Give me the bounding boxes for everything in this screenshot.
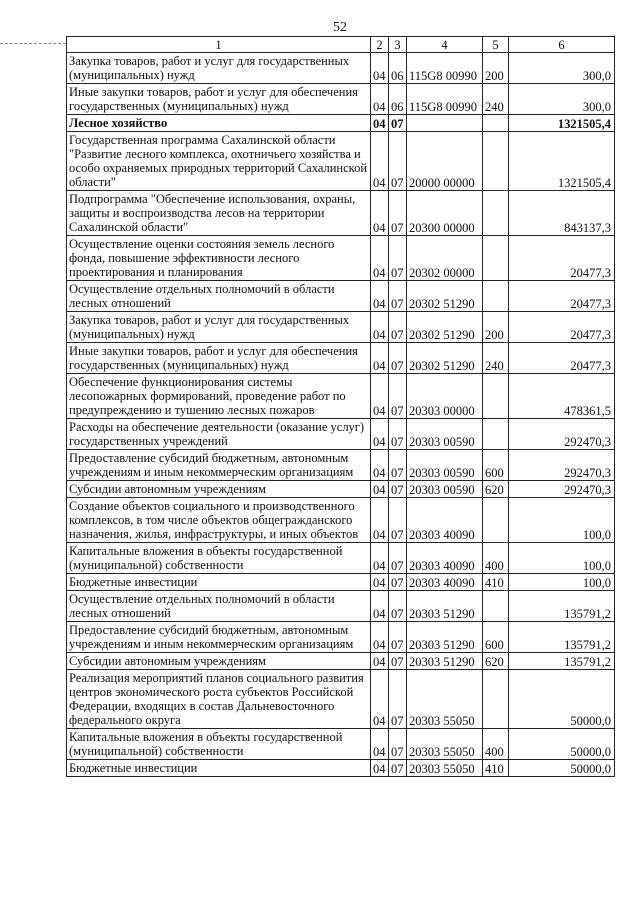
section-code-cell: 04 <box>371 132 389 191</box>
section-code-cell: 04 <box>371 84 389 115</box>
row-name-cell: Подпрограмма "Обеспечение использования, охраны, защиты и воспроизводства лесов на территории Сахалинской области" <box>67 191 371 236</box>
row-name-cell: Предоставление субсидий бюджетным, автономным учреждениям и иным некоммерческим организациям <box>67 622 371 653</box>
expense-type-cell: 410 <box>483 760 509 777</box>
budget-table <box>66 36 615 777</box>
target-article-cell: 20303 55050 <box>407 729 483 760</box>
target-article-cell: 20303 55050 <box>407 670 483 729</box>
row-name-cell: Капитальные вложения в объекты государственной (муниципальной) собственности <box>67 543 371 574</box>
row-name-cell: Бюджетные инвестиции <box>67 760 371 777</box>
subsection-code-cell: 07 <box>389 281 407 312</box>
expense-type-cell <box>483 374 509 419</box>
expense-type-cell <box>483 132 509 191</box>
target-article-cell: 20303 55050 <box>407 760 483 777</box>
header-cell: 2 <box>371 37 389 53</box>
expense-type-cell <box>483 191 509 236</box>
target-article-cell: 20303 00590 <box>407 450 483 481</box>
expense-type-cell: 600 <box>483 622 509 653</box>
budget-table-body <box>67 37 615 777</box>
table-row <box>67 374 615 419</box>
subsection-code-cell: 07 <box>389 312 407 343</box>
section-code-cell: 04 <box>371 312 389 343</box>
amount-cell: 292470,3 <box>509 419 615 450</box>
amount-cell: 135791,2 <box>509 653 615 670</box>
amount-cell: 20477,3 <box>509 312 615 343</box>
subsection-code-cell: 07 <box>389 132 407 191</box>
target-article-cell: 20303 51290 <box>407 622 483 653</box>
header-cell: 1 <box>67 37 371 53</box>
section-code-cell: 04 <box>371 419 389 450</box>
amount-cell: 1321505,4 <box>509 132 615 191</box>
table-row <box>67 543 615 574</box>
subsection-code-cell: 07 <box>389 191 407 236</box>
target-article-cell: 20302 51290 <box>407 312 483 343</box>
amount-cell: 20477,3 <box>509 236 615 281</box>
table-row <box>67 481 615 498</box>
row-name-cell: Осуществление оценки состояния земель лесного фонда, повышение эффективности лесного проектирования и планирования <box>67 236 371 281</box>
row-name-cell: Государственная программа Сахалинской области "Развитие лесного комплекса, охотничьего хозяйства и особо охраняемых природных территорий Сахалинской области" <box>67 132 371 191</box>
row-name-cell: Расходы на обеспечение деятельности (оказание услуг) государственных учреждений <box>67 419 371 450</box>
row-name-cell: Иные закупки товаров, работ и услуг для обеспечения государственных (муниципальных) нужд <box>67 343 371 374</box>
target-article-cell: 20303 00000 <box>407 374 483 419</box>
subsection-code-cell: 07 <box>389 653 407 670</box>
table-row <box>67 670 615 729</box>
table-row <box>67 53 615 84</box>
row-name-cell: Закупка товаров, работ и услуг для государственных (муниципальных) нужд <box>67 312 371 343</box>
subsection-code-cell: 07 <box>389 670 407 729</box>
section-code-cell: 04 <box>371 653 389 670</box>
table-row <box>67 312 615 343</box>
target-article-cell: 20303 40090 <box>407 574 483 591</box>
expense-type-cell: 200 <box>483 312 509 343</box>
row-name-cell: Капитальные вложения в объекты государственной (муниципальной) собственности <box>67 729 371 760</box>
header-cell: 4 <box>407 37 483 53</box>
subsection-code-cell: 07 <box>389 115 407 132</box>
expense-type-cell: 400 <box>483 729 509 760</box>
amount-cell: 300,0 <box>509 53 615 84</box>
table-row <box>67 498 615 543</box>
row-name-cell: Субсидии автономным учреждениям <box>67 653 371 670</box>
table-row <box>67 343 615 374</box>
section-code-cell: 04 <box>371 236 389 281</box>
target-article-cell: 115G8 00990 <box>407 84 483 115</box>
target-article-cell: 20303 51290 <box>407 653 483 670</box>
section-code-cell: 04 <box>371 760 389 777</box>
amount-cell: 135791,2 <box>509 591 615 622</box>
target-article-cell: 20300 00000 <box>407 191 483 236</box>
subsection-code-cell: 07 <box>389 591 407 622</box>
row-name-cell: Предоставление субсидий бюджетным, автономным учреждениям и иным некоммерческим организациям <box>67 450 371 481</box>
amount-cell: 843137,3 <box>509 191 615 236</box>
table-row <box>67 84 615 115</box>
target-article-cell: 20303 40090 <box>407 498 483 543</box>
table-row <box>67 653 615 670</box>
subsection-code-cell: 07 <box>389 729 407 760</box>
row-name-cell: Реализация мероприятий планов социального развития центров экономического роста субъектов Российской Федерации, входящих в состав Дальневосточного федерального округа <box>67 670 371 729</box>
table-row <box>67 591 615 622</box>
amount-cell: 50000,0 <box>509 760 615 777</box>
amount-cell: 300,0 <box>509 84 615 115</box>
subsection-code-cell: 07 <box>389 236 407 281</box>
table-row <box>67 132 615 191</box>
amount-cell: 50000,0 <box>509 729 615 760</box>
subsection-code-cell: 06 <box>389 53 407 84</box>
header-cell: 3 <box>389 37 407 53</box>
subsection-code-cell: 07 <box>389 622 407 653</box>
subsection-code-cell: 07 <box>389 419 407 450</box>
subsection-code-cell: 07 <box>389 574 407 591</box>
row-name-cell: Обеспечение функционирования системы лесопожарных формирований, проведение работ по предупреждению и тушению лесных пожаров <box>67 374 371 419</box>
amount-cell: 478361,5 <box>509 374 615 419</box>
table-row <box>67 729 615 760</box>
section-code-cell: 04 <box>371 374 389 419</box>
amount-cell: 100,0 <box>509 543 615 574</box>
amount-cell: 292470,3 <box>509 450 615 481</box>
expense-type-cell: 400 <box>483 543 509 574</box>
target-article-cell: 20303 00590 <box>407 481 483 498</box>
table-row <box>67 622 615 653</box>
amount-cell: 20477,3 <box>509 343 615 374</box>
row-name-cell: Бюджетные инвестиции <box>67 574 371 591</box>
expense-type-cell <box>483 670 509 729</box>
target-article-cell: 115G8 00990 <box>407 53 483 84</box>
table-row <box>67 236 615 281</box>
scan-edge-line <box>0 43 66 44</box>
row-name-cell: Субсидии автономным учреждениям <box>67 481 371 498</box>
table-row <box>67 419 615 450</box>
target-article-cell: 20302 51290 <box>407 281 483 312</box>
expense-type-cell <box>483 115 509 132</box>
subsection-code-cell: 07 <box>389 343 407 374</box>
subsection-code-cell: 07 <box>389 450 407 481</box>
expense-type-cell: 410 <box>483 574 509 591</box>
amount-cell: 20477,3 <box>509 281 615 312</box>
amount-cell: 292470,3 <box>509 481 615 498</box>
target-article-cell: 20303 40090 <box>407 543 483 574</box>
section-code-cell: 04 <box>371 281 389 312</box>
expense-type-cell <box>483 591 509 622</box>
expense-type-cell <box>483 236 509 281</box>
table-row <box>67 115 615 132</box>
expense-type-cell <box>483 281 509 312</box>
section-code-cell: 04 <box>371 543 389 574</box>
page-number: 52 <box>333 20 347 35</box>
target-article-cell: 20303 51290 <box>407 591 483 622</box>
row-name-cell: Закупка товаров, работ и услуг для государственных (муниципальных) нужд <box>67 53 371 84</box>
target-article-cell: 20000 00000 <box>407 132 483 191</box>
target-article-cell <box>407 115 483 132</box>
row-name-cell: Создание объектов социального и производственного комплексов, в том числе объектов общегражданского назначения, жилья, инфраструктуры, и иных объектов <box>67 498 371 543</box>
row-name-cell: Лесное хозяйство <box>67 115 371 132</box>
table-header-row <box>67 37 615 53</box>
expense-type-cell: 240 <box>483 84 509 115</box>
subsection-code-cell: 07 <box>389 498 407 543</box>
section-code-cell: 04 <box>371 481 389 498</box>
row-name-cell: Осуществление отдельных полномочий в области лесных отношений <box>67 591 371 622</box>
subsection-code-cell: 06 <box>389 84 407 115</box>
subsection-code-cell: 07 <box>389 374 407 419</box>
header-cell: 6 <box>509 37 615 53</box>
section-code-cell: 04 <box>371 343 389 374</box>
section-code-cell: 04 <box>371 53 389 84</box>
expense-type-cell: 620 <box>483 481 509 498</box>
table-row <box>67 574 615 591</box>
target-article-cell: 20302 00000 <box>407 236 483 281</box>
table-row <box>67 760 615 777</box>
amount-cell: 50000,0 <box>509 670 615 729</box>
section-code-cell: 04 <box>371 450 389 481</box>
table-row <box>67 450 615 481</box>
row-name-cell: Иные закупки товаров, работ и услуг для обеспечения государственных (муниципальных) нужд <box>67 84 371 115</box>
section-code-cell: 04 <box>371 622 389 653</box>
expense-type-cell <box>483 498 509 543</box>
expense-type-cell: 200 <box>483 53 509 84</box>
expense-type-cell: 240 <box>483 343 509 374</box>
target-article-cell: 20302 51290 <box>407 343 483 374</box>
amount-cell: 100,0 <box>509 574 615 591</box>
section-code-cell: 04 <box>371 729 389 760</box>
section-code-cell: 04 <box>371 191 389 236</box>
amount-cell: 1321505,4 <box>509 115 615 132</box>
expense-type-cell: 600 <box>483 450 509 481</box>
amount-cell: 135791,2 <box>509 622 615 653</box>
section-code-cell: 04 <box>371 670 389 729</box>
amount-cell: 100,0 <box>509 498 615 543</box>
target-article-cell: 20303 00590 <box>407 419 483 450</box>
row-name-cell: Осуществление отдельных полномочий в области лесных отношений <box>67 281 371 312</box>
section-code-cell: 04 <box>371 498 389 543</box>
section-code-cell: 04 <box>371 115 389 132</box>
subsection-code-cell: 07 <box>389 543 407 574</box>
section-code-cell: 04 <box>371 574 389 591</box>
subsection-code-cell: 07 <box>389 481 407 498</box>
table-row <box>67 191 615 236</box>
table-row <box>67 281 615 312</box>
expense-type-cell <box>483 419 509 450</box>
header-cell: 5 <box>483 37 509 53</box>
subsection-code-cell: 07 <box>389 760 407 777</box>
section-code-cell: 04 <box>371 591 389 622</box>
expense-type-cell: 620 <box>483 653 509 670</box>
